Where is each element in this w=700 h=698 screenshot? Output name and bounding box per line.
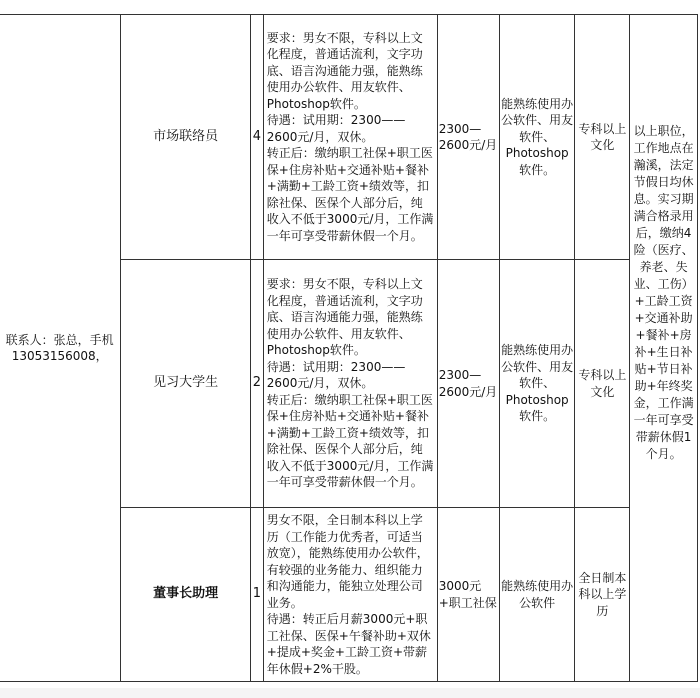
position-title: 见习大学生	[121, 260, 251, 508]
position-title: 市场联络员	[121, 15, 251, 260]
job-table	[0, 14, 698, 682]
position-requirements: 男女不限，全日制本科以上学历（工作能力优秀者，可适当放宽），能熟练使用办公软件，有较强的业务能力、组织能力和沟通能力，能独立处理公司业务。 待遇：转正后月薪3000元+职工社保、医保+午餐补助+双休+提成+奖金+工龄工资+带薪年休假+2%干股。	[263, 508, 437, 682]
page-edge	[0, 688, 700, 698]
position-skills: 能熟练使用办公软件、用友软件、Photoshop软件。	[499, 260, 575, 508]
position-education: 全日制本科以上学历	[575, 508, 630, 682]
position-skills: 能熟练使用办公软件、用友软件、Photoshop软件。	[499, 15, 575, 260]
position-requirements: 要求：男女不限，专科以上文化程度，普通话流利，文字功底、语言沟通能力强，能熟练使用办公软件、用友软件、Photoshop软件。 待遇：试用期：2300——2600元/月，双休。 转正后：缴纳职工社保+职工医保+住房补贴+交通补贴+餐补+满勤+工龄工资+绩效等，扣除社保、医保个人部分后，纯收入不低于3000元/月，工作满一年可享受带薪休假一个月。	[263, 15, 437, 260]
contact-cell	[0, 15, 121, 682]
position-count: 4	[250, 15, 263, 260]
notes-cell	[630, 15, 698, 682]
position-salary: 3000元+职工社保	[437, 508, 499, 682]
position-count: 1	[250, 508, 263, 682]
position-title: 董事长助理	[121, 508, 251, 682]
table-row	[0, 15, 698, 260]
contact-text: 联系人：张总，手机13053156008，	[5, 332, 114, 363]
position-salary: 2300—2600元/月	[437, 260, 499, 508]
position-salary: 2300—2600元/月	[437, 15, 499, 260]
position-skills: 能熟练使用办公软件	[499, 508, 575, 682]
notes-text: 以上职位，工作地点在瀚溪，法定节假日均休息。实习期满合格录用后，缴纳4险（医疗、养老、失业、工伤）+工龄工资+交通补助+餐补+房补+生日补贴+节日补助+年终奖金，工作满一年可享受带薪休假1个月。	[633, 124, 694, 461]
position-count: 2	[250, 260, 263, 508]
position-education: 专科以上文化	[575, 15, 630, 260]
position-education: 专科以上文化	[575, 260, 630, 508]
position-requirements: 要求：男女不限，专科以上文化程度，普通话流利，文字功底、语言沟通能力强，能熟练使用办公软件、用友软件、Photoshop软件。 待遇：试用期：2300——2600元/月，双休。 转正后：缴纳职工社保+职工医保+住房补贴+交通补贴+餐补+满勤+工龄工资+绩效等，扣除社保、医保个人部分后，纯收入不低于3000元/月，工作满一年可享受带薪休假一个月。	[263, 260, 437, 508]
